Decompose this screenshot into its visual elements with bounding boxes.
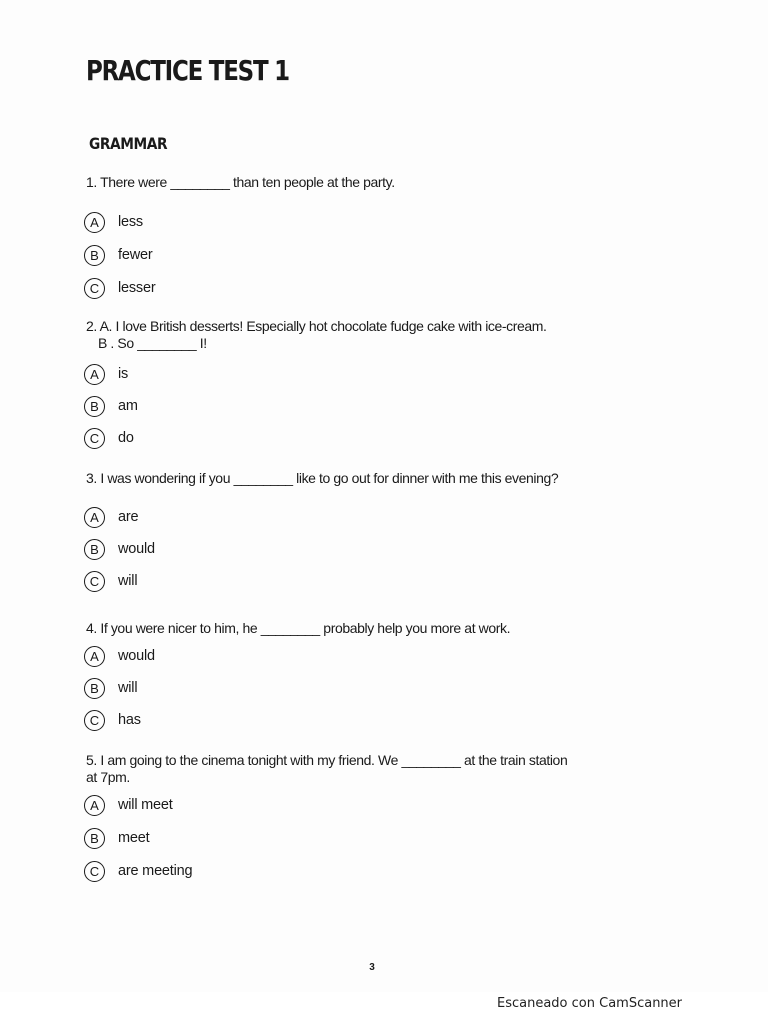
question-2-option-a[interactable] [84, 362, 128, 386]
question-3-text: 3. I was wondering if you ________ like to go out for dinner with me this evening? [86, 470, 559, 486]
question-1-option-a[interactable] [84, 210, 143, 234]
question-2 [86, 318, 646, 352]
question-3 [86, 470, 646, 487]
option-text: less [118, 214, 143, 230]
option-letter-circle: A [84, 364, 105, 385]
question-5 [86, 752, 646, 786]
question-1-option-b[interactable] [84, 243, 152, 267]
question-4-option-a[interactable] [84, 644, 155, 668]
question-3-option-c[interactable] [84, 569, 137, 593]
option-text: will [118, 680, 138, 696]
question-2-text-line2: B . So ________ I! [98, 335, 207, 351]
question-5-option-a[interactable] [84, 793, 173, 817]
page-number: 3 [369, 962, 375, 973]
question-3-option-a[interactable] [84, 505, 138, 529]
question-4-option-c[interactable] [84, 708, 141, 732]
question-5-option-c[interactable] [84, 859, 192, 883]
question-2-option-c[interactable] [84, 426, 134, 450]
option-text: are meeting [118, 863, 193, 879]
question-4-text: 4. If you were nicer to him, he ________ probably help you more at work. [86, 620, 511, 636]
option-letter-circle: C [84, 571, 105, 592]
option-text: am [118, 398, 138, 414]
option-text: meet [118, 830, 150, 846]
option-text: will meet [118, 797, 173, 813]
option-letter-circle: C [84, 428, 105, 449]
option-letter-circle: A [84, 507, 105, 528]
option-text: fewer [118, 247, 153, 263]
question-5-text: 5. I am going to the cinema tonight with my friend. We ________ at the train station [86, 752, 568, 768]
option-letter-circle: C [84, 278, 105, 299]
question-1 [86, 174, 646, 191]
option-letter-circle: B [84, 539, 105, 560]
option-text: lesser [118, 280, 156, 296]
page-title: PRACTICE TEST 1 [86, 54, 289, 87]
question-5-option-b[interactable] [84, 826, 149, 850]
option-letter-circle: B [84, 245, 105, 266]
option-letter-circle: A [84, 646, 105, 667]
option-text: is [118, 366, 129, 382]
option-text: would [118, 541, 155, 557]
option-text: would [118, 648, 155, 664]
option-text: has [118, 712, 141, 728]
option-text: will [118, 573, 138, 589]
option-letter-circle: B [84, 396, 105, 417]
option-letter-circle: B [84, 828, 105, 849]
option-letter-circle: B [84, 678, 105, 699]
option-letter-circle: A [84, 212, 105, 233]
question-5-text-line2: at 7pm. [86, 769, 130, 785]
question-3-option-b[interactable] [84, 537, 155, 561]
option-letter-circle: C [84, 710, 105, 731]
question-2-option-b[interactable] [84, 394, 138, 418]
option-text: are [118, 509, 139, 525]
question-1-option-c[interactable] [84, 276, 155, 300]
section-heading: GRAMMAR [89, 134, 168, 153]
question-4-option-b[interactable] [84, 676, 137, 700]
scanner-watermark: Escaneado con CamScanner [497, 996, 683, 1011]
option-letter-circle: A [84, 795, 105, 816]
question-1-text: 1. There were ________ than ten people at the party. [86, 174, 395, 190]
option-letter-circle: C [84, 861, 105, 882]
question-4 [86, 620, 646, 637]
question-2-text: 2. A. I love British desserts! Especially hot chocolate fudge cake with ice-cream. [86, 318, 547, 334]
option-text: do [118, 430, 134, 446]
